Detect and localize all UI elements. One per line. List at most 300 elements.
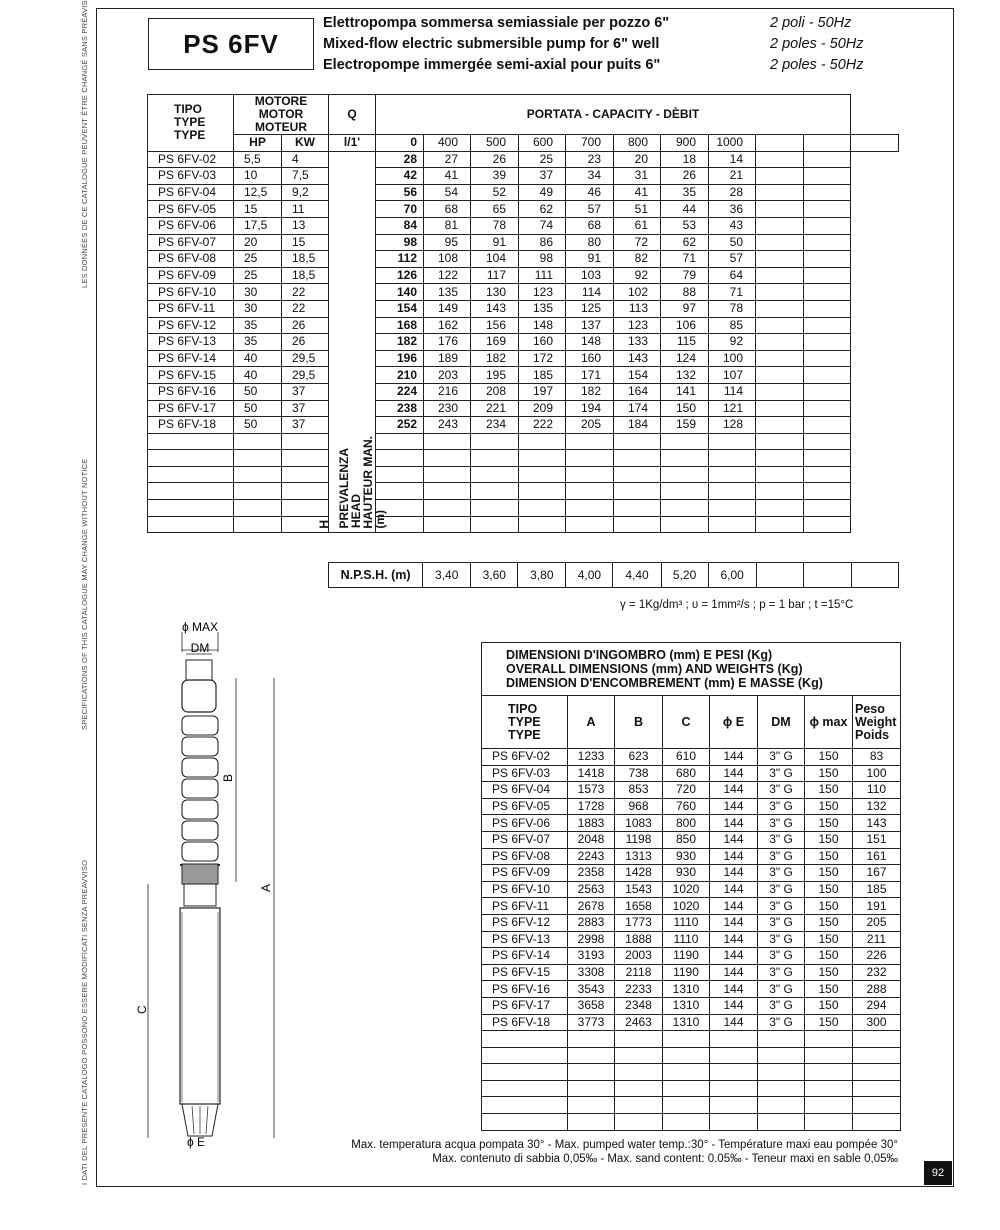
pump-type: PS 6FV-12: [148, 317, 234, 334]
dim-type-header-line: TYPE: [508, 714, 541, 729]
head-value: 137: [566, 317, 614, 334]
head-value: 81: [424, 217, 471, 234]
empty-cell: [566, 450, 614, 467]
pump-type: PS 6FV-15: [148, 367, 234, 384]
head-value: 80: [566, 234, 614, 251]
empty-cell: [615, 1114, 663, 1131]
dim-value: 226: [853, 948, 901, 965]
head-at-zero: 56: [376, 184, 424, 201]
dim-value: 3" G: [758, 914, 805, 931]
empty-cell: [148, 500, 234, 517]
empty-cell: [756, 466, 804, 483]
dim-value: 3" G: [758, 782, 805, 799]
head-value: 154: [614, 367, 661, 384]
dim-header-a: A: [568, 696, 615, 749]
dim-value: 2118: [615, 964, 663, 981]
dim-value: 232: [853, 964, 901, 981]
head-at-zero: 126: [376, 267, 424, 284]
motor-hp: 12,5: [234, 184, 282, 201]
empty-cell: [234, 483, 282, 500]
empty-cell: [710, 1114, 758, 1131]
dim-header-c: C: [663, 696, 710, 749]
empty-cell: [661, 450, 709, 467]
pump-type: PS 6FV-06: [148, 217, 234, 234]
head-value: 25: [519, 151, 566, 168]
side-note-en: SPECIFICATIONS OF THIS CATALOGUE MAY CHANGE WITHOUT NOTICE: [80, 458, 89, 730]
head-value: 209: [519, 400, 566, 417]
npsh-table: [328, 562, 899, 588]
dim-value: 1728: [568, 798, 615, 815]
dim-value: 1658: [615, 898, 663, 915]
empty-cell: [376, 483, 424, 500]
dim-value: 100: [853, 765, 901, 782]
dim-value: 150: [805, 964, 853, 981]
dim-value: 1310: [663, 1014, 710, 1031]
dim-value: 3773: [568, 1014, 615, 1031]
empty-cell: [566, 516, 614, 533]
dim-value: 144: [710, 782, 758, 799]
head-at-zero: 42: [376, 168, 424, 185]
motor-header-line: MOTORE: [254, 94, 308, 108]
dim-value: 167: [853, 865, 901, 882]
npsh-value: 3,80: [518, 563, 566, 588]
head-at-zero: 112: [376, 251, 424, 268]
head-value: 125: [566, 300, 614, 317]
empty-cell: [709, 516, 756, 533]
motor-kw: 22: [282, 300, 329, 317]
head-value: 194: [566, 400, 614, 417]
motor-kw: 22: [282, 284, 329, 301]
capacity-header: PORTATA - CAPACITY - DÈBIT: [376, 95, 851, 135]
head-value: 150: [661, 400, 709, 417]
empty-cell: [853, 1097, 901, 1114]
pump-type: PS 6FV-03: [148, 168, 234, 185]
npsh-value: 3,60: [471, 563, 518, 588]
motor-hp: 25: [234, 251, 282, 268]
dim-value: 150: [805, 815, 853, 832]
head-value: 23: [566, 151, 614, 168]
poles-fr: 2 poles - 50Hz: [770, 57, 864, 73]
kw-header: KW: [282, 135, 329, 152]
dim-value: 3" G: [758, 831, 805, 848]
empty-cell: [148, 466, 234, 483]
head-value: 135: [424, 284, 471, 301]
dim-value: 3543: [568, 981, 615, 998]
dim-value: 150: [805, 981, 853, 998]
motor-hp: 40: [234, 367, 282, 384]
empty-cell: [804, 284, 851, 301]
empty-cell: [615, 1097, 663, 1114]
empty-cell: [615, 1047, 663, 1064]
dim-value: 680: [663, 765, 710, 782]
dim-value: 930: [663, 848, 710, 865]
motor-hp: 10: [234, 168, 282, 185]
head-value: 50: [709, 234, 756, 251]
empty-cell: [804, 251, 851, 268]
empty-cell: [663, 1031, 710, 1048]
dim-value: 3" G: [758, 898, 805, 915]
dim-value: 300: [853, 1014, 901, 1031]
flow-value: [851, 135, 899, 152]
dim-value: 150: [805, 881, 853, 898]
empty-cell: [710, 1080, 758, 1097]
empty-cell: [568, 1047, 615, 1064]
pump-type: PS 6FV-10: [148, 284, 234, 301]
head-value: 234: [471, 417, 519, 434]
empty-cell: [709, 466, 756, 483]
empty-cell: [614, 450, 661, 467]
empty-cell: [482, 1064, 568, 1081]
head-value: 230: [424, 400, 471, 417]
type-header-line: TYPE: [174, 115, 206, 130]
headline-en: Mixed-flow electric submersible pump for 6" well: [323, 36, 660, 52]
empty-cell: [804, 433, 851, 450]
empty-cell: [756, 300, 804, 317]
head-value: 222: [519, 417, 566, 434]
head-value: 46: [566, 184, 614, 201]
motor-hp: 35: [234, 334, 282, 351]
empty-cell: [756, 383, 804, 400]
head-value: 95: [424, 234, 471, 251]
dim-value: 150: [805, 865, 853, 882]
head-value: 133: [614, 334, 661, 351]
head-value: 41: [424, 168, 471, 185]
empty-cell: [424, 466, 471, 483]
empty-cell: [568, 1031, 615, 1048]
dim-value: 144: [710, 964, 758, 981]
empty-cell: [234, 433, 282, 450]
head-value: 18: [661, 151, 709, 168]
empty-cell: [614, 483, 661, 500]
empty-cell: [282, 483, 329, 500]
motor-kw: 18,5: [282, 251, 329, 268]
npsh-value: [756, 563, 803, 588]
empty-cell: [710, 1047, 758, 1064]
head-value: 123: [614, 317, 661, 334]
dim-value: 132: [853, 798, 901, 815]
dim-pump-type: PS 6FV-12: [482, 914, 568, 931]
motor-kw: 26: [282, 317, 329, 334]
dim-value: 83: [853, 749, 901, 766]
motor-kw: 9,2: [282, 184, 329, 201]
head-value: 61: [614, 217, 661, 234]
empty-cell: [756, 317, 804, 334]
dim-value: 3" G: [758, 981, 805, 998]
empty-cell: [756, 267, 804, 284]
empty-cell: [756, 284, 804, 301]
pump-stage: [182, 737, 218, 756]
flow-value: [804, 135, 851, 152]
empty-cell: [756, 217, 804, 234]
head-value: 39: [471, 168, 519, 185]
head-value: 62: [519, 201, 566, 218]
empty-cell: [804, 300, 851, 317]
npsh-value: 3,40: [423, 563, 471, 588]
empty-cell: [756, 251, 804, 268]
pump-type: PS 6FV-07: [148, 234, 234, 251]
dim-value: 110: [853, 782, 901, 799]
dim-value: 144: [710, 948, 758, 965]
headline-fr: Electropompe immergée semi-axial pour puits 6": [323, 57, 661, 73]
head-value: 37: [519, 168, 566, 185]
empty-cell: [614, 466, 661, 483]
motor-hp: 30: [234, 284, 282, 301]
head-value: 82: [614, 251, 661, 268]
empty-cell: [282, 500, 329, 517]
empty-cell: [148, 450, 234, 467]
motor-hp: 17,5: [234, 217, 282, 234]
empty-cell: [758, 1031, 805, 1048]
dim-pump-type: PS 6FV-09: [482, 865, 568, 882]
head-at-zero: 140: [376, 284, 424, 301]
dim-value: 760: [663, 798, 710, 815]
dim-pump-type: PS 6FV-17: [482, 997, 568, 1014]
dim-weight-header-line: Weight: [855, 714, 897, 729]
dim-value: 1110: [663, 931, 710, 948]
dim-value: 185: [853, 881, 901, 898]
dim-value: 3" G: [758, 1014, 805, 1031]
empty-cell: [853, 1031, 901, 1048]
dimensions-table: [481, 642, 901, 1131]
empty-cell: [614, 433, 661, 450]
empty-cell: [471, 466, 519, 483]
motor-hp: 40: [234, 350, 282, 367]
head-value: 92: [614, 267, 661, 284]
side-note-fr: LES DONNÉES DE CE CATALOGUE PEUVENT ÊTRE CHANGÉ SANS PRÉAVIS: [80, 0, 89, 288]
head-value: 174: [614, 400, 661, 417]
pump-type: PS 6FV-08: [148, 251, 234, 268]
dim-value: 930: [663, 865, 710, 882]
npsh-value: [803, 563, 851, 588]
head-value: 53: [661, 217, 709, 234]
empty-cell: [482, 1114, 568, 1131]
pump-stage: [182, 821, 218, 840]
head-value: 185: [519, 367, 566, 384]
empty-cell: [804, 184, 851, 201]
head-value: 68: [566, 217, 614, 234]
head-value: 182: [471, 350, 519, 367]
empty-cell: [804, 516, 851, 533]
dim-value: 2233: [615, 981, 663, 998]
head-value: 49: [519, 184, 566, 201]
head-value: 35: [661, 184, 709, 201]
dim-value: 800: [663, 815, 710, 832]
empty-cell: [663, 1080, 710, 1097]
head-value: 197: [519, 383, 566, 400]
head-value: 57: [709, 251, 756, 268]
dimensions-title: [482, 643, 901, 696]
flow-value: 900: [661, 135, 709, 152]
empty-cell: [471, 433, 519, 450]
dim-value: 1198: [615, 831, 663, 848]
b-label: B: [221, 773, 235, 782]
headline-it: Elettropompa sommersa semiassiale per pozzo 6": [323, 15, 670, 31]
head-axis-label: HEAD: [349, 494, 364, 529]
head-value: 107: [709, 367, 756, 384]
empty-cell: [663, 1114, 710, 1131]
dim-value: 1543: [615, 881, 663, 898]
empty-cell: [756, 350, 804, 367]
empty-cell: [148, 433, 234, 450]
empty-cell: [661, 466, 709, 483]
empty-cell: [234, 516, 282, 533]
empty-cell: [663, 1097, 710, 1114]
head-value: 111: [519, 267, 566, 284]
head-at-zero: 182: [376, 334, 424, 351]
pump-type: PS 6FV-18: [148, 417, 234, 434]
head-value: 62: [661, 234, 709, 251]
empty-cell: [805, 1031, 853, 1048]
head-value: 117: [471, 267, 519, 284]
head-value: 36: [709, 201, 756, 218]
pump-stage: [182, 758, 218, 777]
empty-cell: [148, 483, 234, 500]
head-value: 216: [424, 383, 471, 400]
dim-value: 2348: [615, 997, 663, 1014]
dim-value: 144: [710, 765, 758, 782]
dim-value: 1233: [568, 749, 615, 766]
motor-header-line: MOTOR: [258, 107, 304, 121]
head-value: 51: [614, 201, 661, 218]
empty-cell: [482, 1047, 568, 1064]
motor-kw: 7,5: [282, 168, 329, 185]
motor-kw: 15: [282, 234, 329, 251]
dim-value: 144: [710, 914, 758, 931]
dim-type-header-line: TIPO: [508, 701, 538, 716]
dim-value: 2998: [568, 931, 615, 948]
dim-pump-type: PS 6FV-07: [482, 831, 568, 848]
npsh-value: 6,00: [708, 563, 756, 588]
empty-cell: [566, 483, 614, 500]
dim-value: 2003: [615, 948, 663, 965]
dim-pump-type: PS 6FV-08: [482, 848, 568, 865]
empty-cell: [804, 217, 851, 234]
head-value: 203: [424, 367, 471, 384]
npsh-value: 4,40: [613, 563, 661, 588]
npsh-value: 5,20: [661, 563, 708, 588]
flow-value: 500: [471, 135, 519, 152]
head-value: 31: [614, 168, 661, 185]
empty-cell: [853, 1114, 901, 1131]
dim-value: 294: [853, 997, 901, 1014]
empty-cell: [709, 483, 756, 500]
head-value: 57: [566, 201, 614, 218]
a-label: A: [259, 883, 273, 892]
head-value: 172: [519, 350, 566, 367]
head-value: 20: [614, 151, 661, 168]
empty-cell: [709, 450, 756, 467]
dimensions-title-line: DIMENSIONI D'INGOMBRO (mm) E PESI (Kg): [506, 648, 773, 662]
head-value: 54: [424, 184, 471, 201]
dim-value: 2358: [568, 865, 615, 882]
head-value: 189: [424, 350, 471, 367]
flow-value: 600: [519, 135, 566, 152]
pump-type: PS 6FV-11: [148, 300, 234, 317]
dim-value: 288: [853, 981, 901, 998]
dim-value: 850: [663, 831, 710, 848]
flow-value: 1000: [709, 135, 756, 152]
empty-cell: [804, 334, 851, 351]
head-at-zero: 210: [376, 367, 424, 384]
motor-hp: 25: [234, 267, 282, 284]
empty-cell: [482, 1080, 568, 1097]
motor-header: [234, 95, 329, 135]
empty-cell: [758, 1114, 805, 1131]
head-value: 26: [661, 168, 709, 185]
head-value: 85: [709, 317, 756, 334]
head-value: 78: [709, 300, 756, 317]
dimensions-title-line: OVERALL DIMENSIONS (mm) AND WEIGHTS (Kg): [506, 662, 803, 676]
dim-pump-type: PS 6FV-15: [482, 964, 568, 981]
empty-cell: [804, 317, 851, 334]
head-at-zero: 224: [376, 383, 424, 400]
dim-value: 1020: [663, 898, 710, 915]
head-value: 68: [424, 201, 471, 218]
head-value: 41: [614, 184, 661, 201]
head-value: 243: [424, 417, 471, 434]
npsh-value: 4,00: [566, 563, 613, 588]
hp-header: HP: [234, 135, 282, 152]
model-title: PS 6FV: [148, 18, 314, 70]
head-value: 115: [661, 334, 709, 351]
pump-stage: [182, 842, 218, 861]
empty-cell: [756, 234, 804, 251]
dim-pump-type: PS 6FV-06: [482, 815, 568, 832]
dimensions-title-line: DIMENSION D'ENCOMBREMENT (mm) E MASSE (Kg): [506, 676, 823, 690]
empty-cell: [568, 1114, 615, 1131]
head-value: 71: [709, 284, 756, 301]
dim-value: 144: [710, 997, 758, 1014]
flow-value: 800: [614, 135, 661, 152]
dim-type-header-line: TYPE: [508, 727, 541, 742]
dim-value: 150: [805, 948, 853, 965]
empty-cell: [566, 500, 614, 517]
npsh-value: [851, 563, 898, 588]
dim-pump-type: PS 6FV-03: [482, 765, 568, 782]
head-value: 92: [709, 334, 756, 351]
pump-drawing: [128, 612, 288, 1157]
pump-stages: [180, 716, 220, 866]
flow-value: 700: [566, 135, 614, 152]
empty-cell: [376, 466, 424, 483]
head-at-zero: 252: [376, 417, 424, 434]
head-value: 143: [471, 300, 519, 317]
dim-value: 2678: [568, 898, 615, 915]
empty-cell: [568, 1064, 615, 1081]
motor-header-line: MOTEUR: [255, 120, 307, 134]
empty-cell: [566, 433, 614, 450]
dim-value: 968: [615, 798, 663, 815]
dim-value: 1110: [663, 914, 710, 931]
dim-value: 3" G: [758, 931, 805, 948]
dim-value: 1190: [663, 964, 710, 981]
head-at-zero: 238: [376, 400, 424, 417]
dim-value: 150: [805, 1014, 853, 1031]
dim-type-header: [482, 696, 568, 749]
head-value: 143: [614, 350, 661, 367]
dim-value: 1020: [663, 881, 710, 898]
head-value: 98: [519, 251, 566, 268]
head-value: 34: [566, 168, 614, 185]
head-at-zero: 168: [376, 317, 424, 334]
empty-cell: [482, 1031, 568, 1048]
empty-cell: [853, 1064, 901, 1081]
head-value: 156: [471, 317, 519, 334]
empty-cell: [234, 450, 282, 467]
empty-cell: [756, 168, 804, 185]
motor-kw: 26: [282, 334, 329, 351]
empty-cell: [804, 267, 851, 284]
